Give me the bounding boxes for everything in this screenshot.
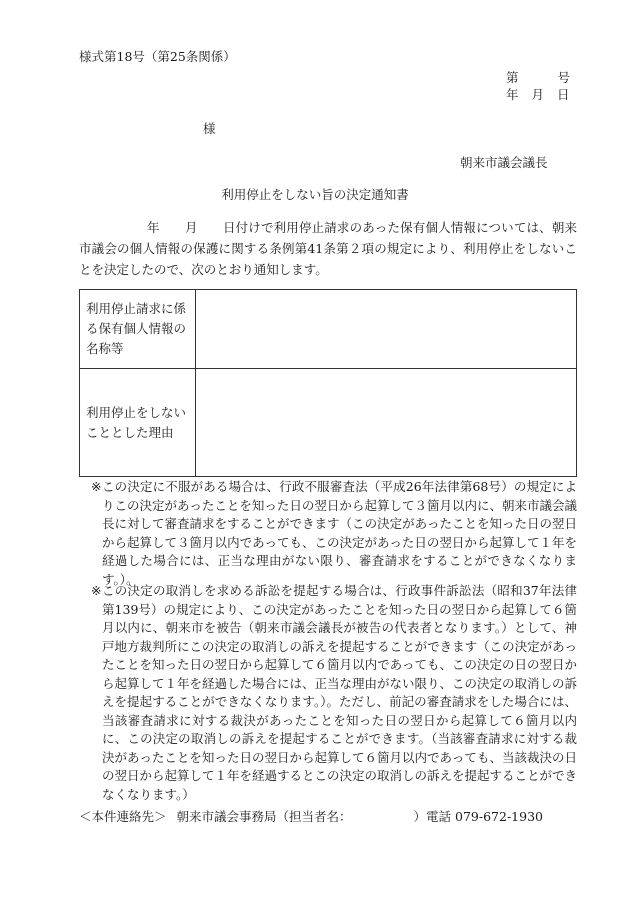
date-year: 年 xyxy=(506,87,520,102)
table-row xyxy=(80,290,577,369)
contact-label: ＜本件連絡先＞ xyxy=(79,809,167,824)
contact-phone: ）電話 079-672-1930 xyxy=(413,809,543,824)
note-mark: ※ xyxy=(91,479,102,494)
row2-value xyxy=(196,369,577,477)
form-number: 様式第18号（第25条関係） xyxy=(79,49,236,64)
document-date xyxy=(506,85,571,103)
addressee: 様 xyxy=(203,121,216,136)
date-day: 日 xyxy=(557,87,571,102)
row1-label: 利用停止請求に係る保有個人情報の名称等 xyxy=(80,290,196,369)
document-title: 利用停止をしない旨の決定通知書 xyxy=(221,187,409,202)
decision-table xyxy=(79,289,577,477)
appeal-note xyxy=(79,478,577,589)
contact-office: 朝来市議会事務局（担当者名： xyxy=(176,809,352,824)
note-text: この決定に不服がある場合は、行政不服審査法（平成26年法律第68号）の規定によりこの決定があったことを知った日の翌日から起算して３箇月以内に、朝来市議会議長に対して審査請求をすることができます（この決定があったことを知った日の翌日から起算して３箇月以内であっても、この決定があった日の翌日から起算して１年を経過した場合には、正当な理由がない限り、審査請求をすることができなくなります。）。 xyxy=(102,479,577,587)
note-text: この決定の取消しを求める訴訟を提起する場合は、行政事件訴訟法（昭和37年法律第139号）の規定により、この決定があったことを知った日の翌日から起算して６箇月以内に、朝来市を被告（朝来市議会議長が被告の代表者となります。）として、神戸地方裁判所にこの決定の取消しの訴えを提起することができます（この決定があったことを知った日の翌日から起算して６箇月以内であっても、この決定の日の翌日から起算して１年を経過した場合には、正当な理由がない限り、この決定の取消しの訴えを提起することができなくなります。）。ただし、前記の審査請求をした場合には、当該審査請求に対する裁決があったことを知った日の翌日から起算して６箇月以内に、この決定の取消しの訴えを提起することができます。（当該審査請求に対する裁決があったことを知った日の翌日から起算して６箇月以内であっても、当該裁決の日の翌日から起算して１年を経過するとこの決定の取消しの訴えを提起することができなくなります。） xyxy=(102,583,578,802)
number-prefix: 第 xyxy=(506,70,520,85)
number-suffix: 号 xyxy=(557,70,572,85)
document-number xyxy=(506,68,571,86)
sender-name: 朝来市議会議長 xyxy=(460,155,548,170)
contact-line xyxy=(79,807,543,825)
note-mark: ※ xyxy=(91,583,102,598)
row1-value xyxy=(196,290,577,369)
table-row xyxy=(80,369,577,477)
row2-label: 利用停止をしないこととした理由 xyxy=(80,369,196,477)
lawsuit-note xyxy=(79,582,577,804)
date-month: 月 xyxy=(531,87,546,102)
body-text: 年 月 日付けで利用停止請求のあった保有個人情報については、朝来市議会の個人情報の保護に関する条例第41条第２項の規定により、利用停止をしないことを決定したので、次のとおり通知します。 xyxy=(79,220,577,277)
